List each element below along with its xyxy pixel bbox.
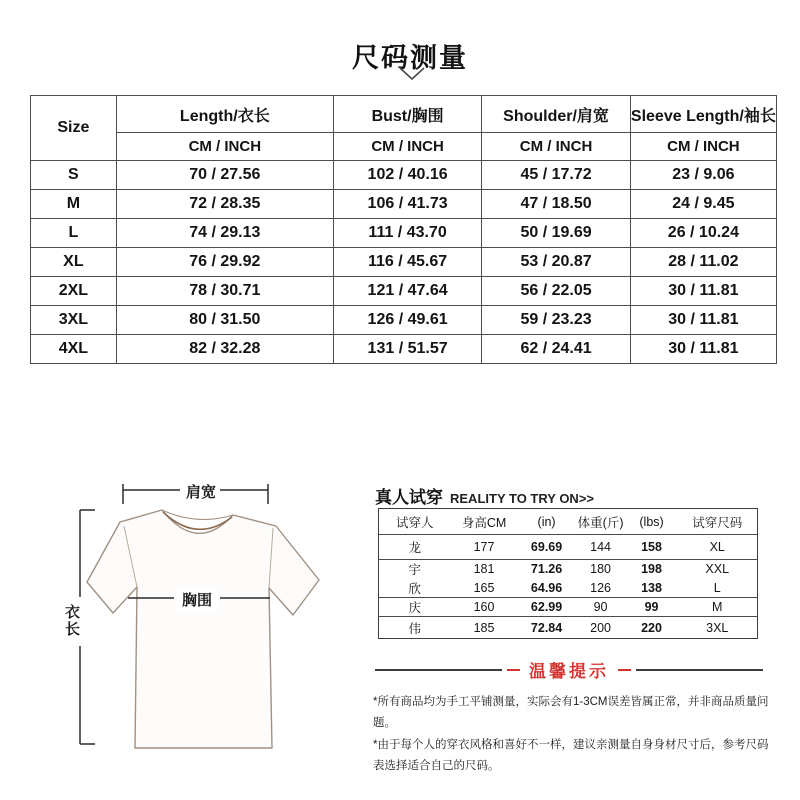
shoulder-cell: 56 / 22.05 [482, 277, 630, 306]
size-cell: XL [31, 248, 117, 277]
bust-label: 胸围 [176, 589, 218, 610]
tryon-row [379, 560, 758, 579]
unit-header: CM / INCH [630, 133, 776, 161]
size-cell: M [31, 190, 117, 219]
chevron-down-icon [399, 67, 425, 86]
length-measure-line [80, 510, 95, 744]
tryon-col-height-cm: 身高CM [451, 509, 518, 535]
size-table [30, 95, 777, 364]
length-cell: 72 / 28.35 [116, 190, 333, 219]
table-row [31, 335, 777, 364]
height-cm-cell: 177 [451, 535, 518, 560]
size-cell: S [31, 161, 117, 190]
table-row [31, 190, 777, 219]
tryon-col-height-in: (in) [518, 509, 576, 535]
height-cm-cell: 160 [451, 598, 518, 617]
tip-item: *所有商品均为手工平铺测量，实际会有1-3CM误差皆属正常，并非商品质量问题。 [373, 696, 769, 730]
weight-lbs-cell: 99 [626, 598, 678, 617]
tryon-row [379, 579, 758, 598]
tryon-col-size: 试穿尺码 [678, 509, 758, 535]
size-table-col-sleeve: Sleeve Length/袖长 [630, 96, 776, 133]
table-row [31, 219, 777, 248]
tryon-section-title [375, 483, 765, 508]
unit-header: CM / INCH [482, 133, 630, 161]
tryon-header-row [379, 509, 758, 535]
weight-lbs-cell: 138 [626, 579, 678, 598]
length-cell: 78 / 30.71 [116, 277, 333, 306]
sleeve-cell: 30 / 11.81 [630, 277, 776, 306]
garment-length-label: 衣长 [64, 600, 82, 642]
tshirt-illustration [40, 470, 360, 770]
tryon-title-zh: 真人试穿 [375, 488, 443, 507]
tryon-size-cell: M [678, 598, 758, 617]
bust-cell: 102 / 40.16 [333, 161, 481, 190]
size-table-col-bust: Bust/胸围 [333, 96, 481, 133]
size-cell: L [31, 219, 117, 248]
size-cell: 4XL [31, 335, 117, 364]
sleeve-cell: 23 / 9.06 [630, 161, 776, 190]
length-cell: 76 / 29.92 [116, 248, 333, 277]
tip-item: *由于每个人的穿衣风格和喜好不一样，建议亲测量自身身材尺寸后，参考尺码表选择适合自己的尺码。 [373, 738, 769, 772]
sleeve-cell: 30 / 11.81 [630, 306, 776, 335]
tryon-col-person: 试穿人 [379, 509, 451, 535]
sleeve-cell: 30 / 11.81 [630, 335, 776, 364]
shoulder-cell: 50 / 19.69 [482, 219, 630, 248]
bust-cell: 116 / 45.67 [333, 248, 481, 277]
size-cell: 2XL [31, 277, 117, 306]
unit-header: CM / INCH [333, 133, 481, 161]
tryon-size-cell: 3XL [706, 620, 729, 635]
length-cell: 70 / 27.56 [116, 161, 333, 190]
table-row [31, 306, 777, 335]
divider-line-right [636, 669, 763, 671]
divider-line-left [375, 669, 502, 671]
tryon-table [378, 508, 758, 639]
height-cm-cell: 181 [473, 562, 495, 577]
height-in-cell: 71.26 [530, 562, 563, 577]
tryon-col-weight-lbs: (lbs) [626, 509, 678, 535]
bust-cell: 131 / 51.57 [333, 335, 481, 364]
height-in-cell: 72.84 [530, 620, 563, 635]
tryon-size-cell: XL [678, 535, 758, 560]
length-cell: 82 / 32.28 [116, 335, 333, 364]
page-title: 尺码测量 [352, 43, 468, 73]
person-cell: 龙 [379, 535, 451, 560]
height-in-cell: 69.69 [518, 535, 576, 560]
weight-lbs-cell: 220 [641, 620, 662, 635]
red-dash-left [507, 669, 520, 671]
tryon-row [379, 598, 758, 617]
shoulder-cell: 47 / 18.50 [482, 190, 630, 219]
tryon-size-cell: XXL [705, 562, 730, 577]
tips-body [373, 692, 773, 777]
height-cm-cell: 165 [451, 579, 518, 598]
sleeve-cell: 26 / 10.24 [630, 219, 776, 248]
person-cell: 伟 [408, 621, 421, 636]
person-cell: 宇 [408, 563, 421, 578]
length-cell: 80 / 31.50 [116, 306, 333, 335]
bust-cell: 126 / 49.61 [333, 306, 481, 335]
size-table-col-shoulder: Shoulder/肩宽 [482, 96, 630, 133]
table-row [31, 161, 777, 190]
tryon-row [379, 535, 758, 560]
bust-cell: 106 / 41.73 [333, 190, 481, 219]
size-cell: 3XL [31, 306, 117, 335]
person-cell: 欣 [379, 579, 451, 598]
shoulder-cell: 53 / 20.87 [482, 248, 630, 277]
unit-header: CM / INCH [116, 133, 333, 161]
table-row [31, 277, 777, 306]
bust-cell: 121 / 47.64 [333, 277, 481, 306]
person-cell: 庆 [379, 598, 451, 617]
tryon-title-en: REALITY TO TRY ON>> [450, 491, 594, 506]
tryon-size-cell: L [678, 579, 758, 598]
tips-title: 温馨提示 [529, 662, 609, 681]
bust-cell: 111 / 43.70 [333, 219, 481, 248]
weight-jin-cell: 180 [590, 562, 611, 577]
weight-jin-cell: 144 [576, 535, 626, 560]
tips-title-row [375, 657, 763, 682]
tryon-col-weight-jin: 体重(斤) [576, 509, 626, 535]
shoulder-cell: 45 / 17.72 [482, 161, 630, 190]
sleeve-cell: 28 / 11.02 [630, 248, 776, 277]
height-cm-cell: 185 [473, 620, 495, 635]
size-table-corner-header: Size [31, 96, 117, 161]
tshirt-diagram [40, 470, 360, 770]
height-in-cell: 62.99 [518, 598, 576, 617]
weight-jin-cell: 200 [590, 620, 611, 635]
sleeve-cell: 24 / 9.45 [630, 190, 776, 219]
height-in-cell: 64.96 [518, 579, 576, 598]
weight-jin-cell: 126 [576, 579, 626, 598]
shoulder-cell: 62 / 24.41 [482, 335, 630, 364]
shoulder-width-label: 肩宽 [182, 481, 220, 502]
weight-lbs-cell: 158 [626, 535, 678, 560]
weight-jin-cell: 90 [576, 598, 626, 617]
length-cell: 74 / 29.13 [116, 219, 333, 248]
weight-lbs-cell: 198 [641, 562, 662, 577]
table-row [31, 248, 777, 277]
tryon-row [379, 617, 758, 639]
red-dash-right [618, 669, 631, 671]
size-table-col-length: Length/衣长 [116, 96, 333, 133]
shoulder-cell: 59 / 23.23 [482, 306, 630, 335]
